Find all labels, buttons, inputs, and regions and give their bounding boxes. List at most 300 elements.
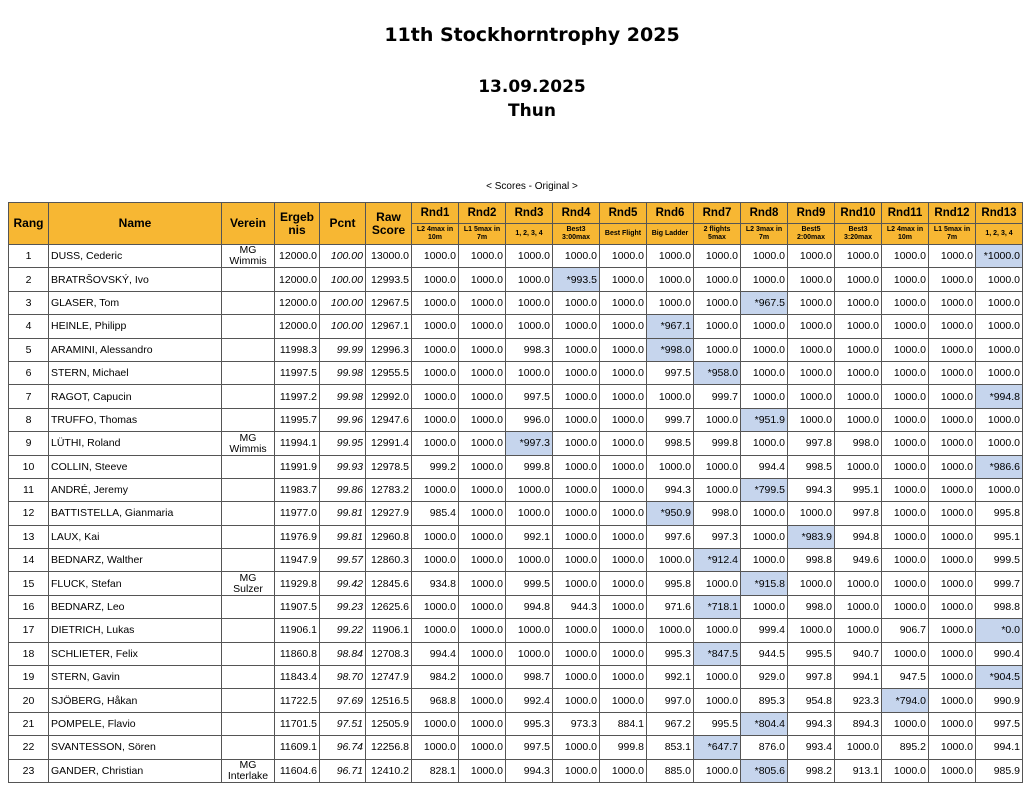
round-score-cell: 993.4 [788, 736, 835, 759]
pcnt-cell: 99.86 [320, 478, 366, 501]
round-score-cell: 1000.0 [553, 736, 600, 759]
round-score-cell: 1000.0 [741, 338, 788, 361]
rank-cell: 3 [9, 291, 49, 314]
round-score-cell: 1000.0 [459, 408, 506, 431]
round-score-cell: 1000.0 [459, 455, 506, 478]
raw-score-cell: 12947.6 [366, 408, 412, 431]
round-score-cell: 1000.0 [647, 245, 694, 268]
table-row [9, 361, 1023, 384]
ergebnis-cell: 11722.5 [275, 689, 320, 712]
table-row [9, 666, 1023, 689]
table-row [9, 455, 1023, 478]
round-score-cell: 999.5 [976, 549, 1023, 572]
header-ergebnis: Ergeb nis [275, 203, 320, 245]
round-score-cell: 1000.0 [882, 549, 929, 572]
round-score-cell: 1000.0 [929, 478, 976, 501]
round-score-cell: *0.0 [976, 619, 1023, 642]
round-score-cell: 1000.0 [459, 619, 506, 642]
round-score-cell: 1000.0 [694, 619, 741, 642]
round-score-cell: 923.3 [835, 689, 882, 712]
ergebnis-cell: 12000.0 [275, 245, 320, 268]
club-cell [222, 291, 275, 314]
round-score-cell: 1000.0 [600, 478, 647, 501]
round-score-cell: 1000.0 [553, 666, 600, 689]
round-score-cell: 1000.0 [929, 572, 976, 595]
header-round-name: Rnd5 [600, 203, 647, 224]
round-score-cell: *997.3 [506, 432, 553, 455]
round-score-cell: 1000.0 [788, 361, 835, 384]
round-score-cell: *994.8 [976, 385, 1023, 408]
header-round-name: Rnd9 [788, 203, 835, 224]
round-score-cell: 995.1 [976, 525, 1023, 548]
round-score-cell: 999.5 [506, 572, 553, 595]
club-cell [222, 525, 275, 548]
round-score-cell: 1000.0 [835, 455, 882, 478]
round-score-cell: 1000.0 [976, 361, 1023, 384]
club-cell [222, 642, 275, 665]
round-score-cell: 1000.0 [553, 338, 600, 361]
raw-score-cell: 12996.3 [366, 338, 412, 361]
round-score-cell: 949.6 [835, 549, 882, 572]
round-score-cell: 995.5 [788, 642, 835, 665]
round-score-cell: 1000.0 [459, 245, 506, 268]
round-score-cell: 1000.0 [553, 315, 600, 338]
raw-score-cell: 12967.5 [366, 291, 412, 314]
club-cell [222, 478, 275, 501]
header-round-name: Rnd7 [694, 203, 741, 224]
round-score-cell: 1000.0 [647, 455, 694, 478]
round-score-cell: *967.1 [647, 315, 694, 338]
round-score-cell: 1000.0 [412, 361, 459, 384]
round-score-cell: 1000.0 [741, 432, 788, 455]
name-cell: SVANTESSON, Sören [49, 736, 222, 759]
name-cell: DUSS, Cederic [49, 245, 222, 268]
round-score-cell: 884.1 [600, 712, 647, 735]
round-score-cell: 1000.0 [976, 268, 1023, 291]
round-score-cell: 992.4 [506, 689, 553, 712]
round-score-cell: 994.4 [741, 455, 788, 478]
club-cell [222, 408, 275, 431]
round-score-cell: 1000.0 [882, 361, 929, 384]
round-score-cell: 1000.0 [600, 338, 647, 361]
pcnt-cell: 100.00 [320, 268, 366, 291]
club-cell [222, 619, 275, 642]
round-score-cell: 1000.0 [835, 338, 882, 361]
header-round-desc: Best3 3:20max [835, 224, 882, 245]
round-score-cell: 1000.0 [694, 338, 741, 361]
ergebnis-cell: 11983.7 [275, 478, 320, 501]
round-score-cell: 995.8 [647, 572, 694, 595]
name-cell: GANDER, Christian [49, 759, 222, 782]
round-score-cell: 1000.0 [929, 642, 976, 665]
round-score-cell: 1000.0 [412, 595, 459, 618]
rank-cell: 1 [9, 245, 49, 268]
round-score-cell: 1000.0 [459, 525, 506, 548]
round-score-cell: 1000.0 [929, 268, 976, 291]
round-score-cell: 1000.0 [835, 408, 882, 431]
round-score-cell: 999.8 [600, 736, 647, 759]
table-row [9, 619, 1023, 642]
round-score-cell: 1000.0 [553, 525, 600, 548]
round-score-cell: *647.7 [694, 736, 741, 759]
round-score-cell: 994.3 [788, 478, 835, 501]
round-score-cell: 1000.0 [882, 455, 929, 478]
name-cell: BRATRŠOVSKÝ, Ivo [49, 268, 222, 291]
round-score-cell: 1000.0 [929, 619, 976, 642]
round-score-cell: *950.9 [647, 502, 694, 525]
round-score-cell: 1000.0 [882, 268, 929, 291]
raw-score-cell: 12967.1 [366, 315, 412, 338]
table-row [9, 525, 1023, 548]
rank-cell: 6 [9, 361, 49, 384]
rank-cell: 16 [9, 595, 49, 618]
raw-score-cell: 13000.0 [366, 245, 412, 268]
round-score-cell: 997.8 [835, 502, 882, 525]
round-score-cell: 967.2 [647, 712, 694, 735]
table-row [9, 502, 1023, 525]
pcnt-cell: 99.22 [320, 619, 366, 642]
round-score-cell: 997.5 [506, 385, 553, 408]
round-score-cell: *951.9 [741, 408, 788, 431]
round-score-cell: 1000.0 [600, 642, 647, 665]
round-score-cell: 1000.0 [929, 525, 976, 548]
ergebnis-cell: 11977.0 [275, 502, 320, 525]
round-score-cell: 985.4 [412, 502, 459, 525]
round-score-cell: 1000.0 [882, 408, 929, 431]
results-table [8, 202, 1023, 783]
table-row [9, 689, 1023, 712]
round-score-cell: 1000.0 [412, 549, 459, 572]
club-cell [222, 455, 275, 478]
header-round-desc: Best5 2:00max [788, 224, 835, 245]
rank-cell: 4 [9, 315, 49, 338]
raw-score-cell: 11906.1 [366, 619, 412, 642]
header-round-desc: L2 4max in 10m [412, 224, 459, 245]
ergebnis-cell: 11947.9 [275, 549, 320, 572]
round-score-cell: 1000.0 [741, 502, 788, 525]
raw-score-cell: 12955.5 [366, 361, 412, 384]
raw-score-cell: 12747.9 [366, 666, 412, 689]
round-score-cell: 1000.0 [459, 268, 506, 291]
event-place: Thun [508, 101, 556, 121]
round-score-cell: 1000.0 [506, 502, 553, 525]
round-score-cell: 1000.0 [600, 245, 647, 268]
round-score-cell: 1000.0 [412, 268, 459, 291]
pcnt-cell: 99.81 [320, 525, 366, 548]
round-score-cell: 1000.0 [929, 315, 976, 338]
round-score-cell: 999.2 [412, 455, 459, 478]
round-score-cell: 1000.0 [882, 432, 929, 455]
round-score-cell: *915.8 [741, 572, 788, 595]
pcnt-cell: 99.57 [320, 549, 366, 572]
round-score-cell: 1000.0 [506, 549, 553, 572]
round-score-cell: 1000.0 [976, 432, 1023, 455]
round-score-cell: 998.8 [788, 549, 835, 572]
rank-cell: 9 [9, 432, 49, 455]
round-score-cell: 1000.0 [600, 432, 647, 455]
ergebnis-cell: 11929.8 [275, 572, 320, 595]
rank-cell: 12 [9, 502, 49, 525]
round-score-cell: 1000.0 [694, 268, 741, 291]
round-score-cell: 1000.0 [459, 361, 506, 384]
round-score-cell: 1000.0 [929, 291, 976, 314]
round-score-cell: 1000.0 [835, 245, 882, 268]
club-cell [222, 315, 275, 338]
ergebnis-cell: 11609.1 [275, 736, 320, 759]
round-score-cell: 1000.0 [412, 315, 459, 338]
round-score-cell: 1000.0 [788, 619, 835, 642]
rank-cell: 21 [9, 712, 49, 735]
round-score-cell: 998.3 [506, 338, 553, 361]
round-score-cell: 1000.0 [882, 315, 929, 338]
round-score-cell: 1000.0 [600, 291, 647, 314]
table-row [9, 642, 1023, 665]
round-score-cell: 1000.0 [412, 245, 459, 268]
round-score-cell: 1000.0 [553, 502, 600, 525]
round-score-cell: *804.4 [741, 712, 788, 735]
round-score-cell: 1000.0 [835, 736, 882, 759]
round-score-cell: 1000.0 [647, 619, 694, 642]
name-cell: RAGOT, Capucin [49, 385, 222, 408]
header-rang: Rang [9, 203, 49, 245]
round-score-cell: 1000.0 [929, 245, 976, 268]
round-score-cell: 999.4 [741, 619, 788, 642]
ergebnis-cell: 12000.0 [275, 315, 320, 338]
round-score-cell: 995.3 [647, 642, 694, 665]
club-cell [222, 338, 275, 361]
round-score-cell: *799.5 [741, 478, 788, 501]
round-score-cell: 994.4 [412, 642, 459, 665]
round-score-cell: 996.0 [506, 408, 553, 431]
document-title: 11th Stockhorntrophy 2025 [384, 24, 680, 46]
raw-score-cell: 12708.3 [366, 642, 412, 665]
round-score-cell: 894.3 [835, 712, 882, 735]
raw-score-cell: 12256.8 [366, 736, 412, 759]
round-score-cell: 997.5 [647, 361, 694, 384]
round-score-cell: 1000.0 [882, 525, 929, 548]
round-score-cell: 1000.0 [694, 666, 741, 689]
round-score-cell: 1000.0 [976, 408, 1023, 431]
rank-cell: 22 [9, 736, 49, 759]
round-score-cell: 1000.0 [929, 666, 976, 689]
round-score-cell: 1000.0 [553, 478, 600, 501]
round-score-cell: 1000.0 [741, 315, 788, 338]
club-cell: MG Sulzer [222, 572, 275, 595]
header-round-name: Rnd1 [412, 203, 459, 224]
table-row [9, 315, 1023, 338]
round-score-cell: 1000.0 [835, 385, 882, 408]
header-round-name: Rnd12 [929, 203, 976, 224]
ergebnis-cell: 11604.6 [275, 759, 320, 782]
round-score-cell: 1000.0 [553, 642, 600, 665]
round-score-cell: *1000.0 [976, 245, 1023, 268]
pcnt-cell: 99.81 [320, 502, 366, 525]
club-cell [222, 385, 275, 408]
raw-score-cell: 12860.3 [366, 549, 412, 572]
rank-cell: 14 [9, 549, 49, 572]
round-score-cell: 994.3 [506, 759, 553, 782]
round-score-cell: 1000.0 [882, 712, 929, 735]
pcnt-cell: 100.00 [320, 291, 366, 314]
header-round-desc: Best3 3:00max [553, 224, 600, 245]
round-score-cell: 954.8 [788, 689, 835, 712]
round-score-cell: *904.5 [976, 666, 1023, 689]
round-score-cell: 985.9 [976, 759, 1023, 782]
round-score-cell: 997.5 [976, 712, 1023, 735]
pcnt-cell: 97.51 [320, 712, 366, 735]
ergebnis-cell: 11997.5 [275, 361, 320, 384]
round-score-cell: 1000.0 [600, 361, 647, 384]
pcnt-cell: 96.71 [320, 759, 366, 782]
round-score-cell: 1000.0 [929, 361, 976, 384]
round-score-cell: 999.7 [647, 408, 694, 431]
header-round-name: Rnd13 [976, 203, 1023, 224]
ergebnis-cell: 11991.9 [275, 455, 320, 478]
table-row [9, 478, 1023, 501]
raw-score-cell: 12993.5 [366, 268, 412, 291]
raw-score-cell: 12978.5 [366, 455, 412, 478]
round-score-cell: 885.0 [647, 759, 694, 782]
raw-score-cell: 12991.4 [366, 432, 412, 455]
pcnt-cell: 99.98 [320, 361, 366, 384]
raw-score-cell: 12992.0 [366, 385, 412, 408]
round-score-cell: 1000.0 [694, 291, 741, 314]
pcnt-cell: 97.69 [320, 689, 366, 712]
club-cell [222, 666, 275, 689]
header-round-desc: 1, 2, 3, 4 [506, 224, 553, 245]
pcnt-cell: 100.00 [320, 245, 366, 268]
name-cell: FLUCK, Stefan [49, 572, 222, 595]
round-score-cell: 1000.0 [553, 361, 600, 384]
club-cell [222, 595, 275, 618]
round-score-cell: 990.9 [976, 689, 1023, 712]
round-score-cell: 1000.0 [412, 291, 459, 314]
round-score-cell: 999.7 [694, 385, 741, 408]
round-score-cell: 1000.0 [506, 619, 553, 642]
round-score-cell: 1000.0 [459, 666, 506, 689]
round-score-cell: 1000.0 [553, 549, 600, 572]
round-score-cell: 998.2 [788, 759, 835, 782]
round-score-cell: 992.1 [647, 666, 694, 689]
round-score-cell: 997.8 [788, 432, 835, 455]
round-score-cell: 1000.0 [835, 595, 882, 618]
round-score-cell: 940.7 [835, 642, 882, 665]
round-score-cell: 1000.0 [835, 268, 882, 291]
round-score-cell: 1000.0 [600, 408, 647, 431]
round-score-cell: 994.8 [506, 595, 553, 618]
round-score-cell: 1000.0 [694, 408, 741, 431]
raw-score-cell: 12960.8 [366, 525, 412, 548]
raw-score-cell: 12783.2 [366, 478, 412, 501]
round-score-cell: 1000.0 [929, 759, 976, 782]
round-score-cell: 1000.0 [412, 385, 459, 408]
name-cell: POMPELE, Flavio [49, 712, 222, 735]
round-score-cell: 1000.0 [694, 572, 741, 595]
name-cell: TRUFFO, Thomas [49, 408, 222, 431]
pcnt-cell: 100.00 [320, 315, 366, 338]
round-score-cell: 1000.0 [412, 432, 459, 455]
ergebnis-cell: 11976.9 [275, 525, 320, 548]
name-cell: DIETRICH, Lukas [49, 619, 222, 642]
round-score-cell: 1000.0 [788, 572, 835, 595]
table-row [9, 385, 1023, 408]
round-score-cell: 1000.0 [459, 502, 506, 525]
pcnt-cell: 98.84 [320, 642, 366, 665]
rank-cell: 20 [9, 689, 49, 712]
pcnt-cell: 99.23 [320, 595, 366, 618]
raw-score-cell: 12516.5 [366, 689, 412, 712]
header-round-name: Rnd3 [506, 203, 553, 224]
round-score-cell: 1000.0 [835, 315, 882, 338]
round-score-cell: 929.0 [741, 666, 788, 689]
round-score-cell: 1000.0 [788, 291, 835, 314]
round-score-cell: 1000.0 [788, 315, 835, 338]
pcnt-cell: 99.95 [320, 432, 366, 455]
name-cell: BEDNARZ, Leo [49, 595, 222, 618]
raw-score-cell: 12845.6 [366, 572, 412, 595]
round-score-cell: 997.3 [694, 525, 741, 548]
round-score-cell: 1000.0 [929, 549, 976, 572]
round-score-cell: 1000.0 [741, 385, 788, 408]
club-cell [222, 712, 275, 735]
round-score-cell: 1000.0 [553, 408, 600, 431]
round-score-cell: 1000.0 [835, 619, 882, 642]
ergebnis-cell: 11997.2 [275, 385, 320, 408]
header-pcnt: Pcnt [320, 203, 366, 245]
rank-cell: 11 [9, 478, 49, 501]
round-score-cell: 1000.0 [600, 268, 647, 291]
round-score-cell: 1000.0 [553, 245, 600, 268]
round-score-cell: 1000.0 [929, 502, 976, 525]
round-score-cell: 1000.0 [976, 478, 1023, 501]
table-row [9, 291, 1023, 314]
round-score-cell: 1000.0 [694, 455, 741, 478]
header-round-name: Rnd8 [741, 203, 788, 224]
round-score-cell: 995.3 [506, 712, 553, 735]
round-score-cell: 1000.0 [600, 385, 647, 408]
rank-cell: 18 [9, 642, 49, 665]
round-score-cell: 1000.0 [694, 759, 741, 782]
ergebnis-cell: 12000.0 [275, 268, 320, 291]
rank-cell: 17 [9, 619, 49, 642]
round-score-cell: 973.3 [553, 712, 600, 735]
round-score-cell: 1000.0 [882, 245, 929, 268]
round-score-cell: 999.8 [694, 432, 741, 455]
round-score-cell: 999.7 [976, 572, 1023, 595]
round-score-cell: 1000.0 [459, 595, 506, 618]
club-cell [222, 268, 275, 291]
round-score-cell: 1000.0 [459, 291, 506, 314]
rank-cell: 13 [9, 525, 49, 548]
round-score-cell: 1000.0 [459, 478, 506, 501]
pcnt-cell: 96.74 [320, 736, 366, 759]
round-score-cell: 998.0 [835, 432, 882, 455]
round-score-cell: 1000.0 [647, 291, 694, 314]
round-score-cell: 1000.0 [553, 572, 600, 595]
name-cell: COLLIN, Steeve [49, 455, 222, 478]
round-score-cell: 1000.0 [553, 619, 600, 642]
round-score-cell: 1000.0 [882, 595, 929, 618]
round-score-cell: 1000.0 [412, 478, 459, 501]
round-score-cell: 1000.0 [506, 478, 553, 501]
header-round-desc: L1 5max in 7m [459, 224, 506, 245]
round-score-cell: 1000.0 [741, 595, 788, 618]
round-score-cell: 1000.0 [506, 315, 553, 338]
round-score-cell: 1000.0 [929, 595, 976, 618]
name-cell: ARAMINI, Alessandro [49, 338, 222, 361]
round-score-cell: 998.7 [506, 666, 553, 689]
header-round-desc: 2 flights 5max [694, 224, 741, 245]
